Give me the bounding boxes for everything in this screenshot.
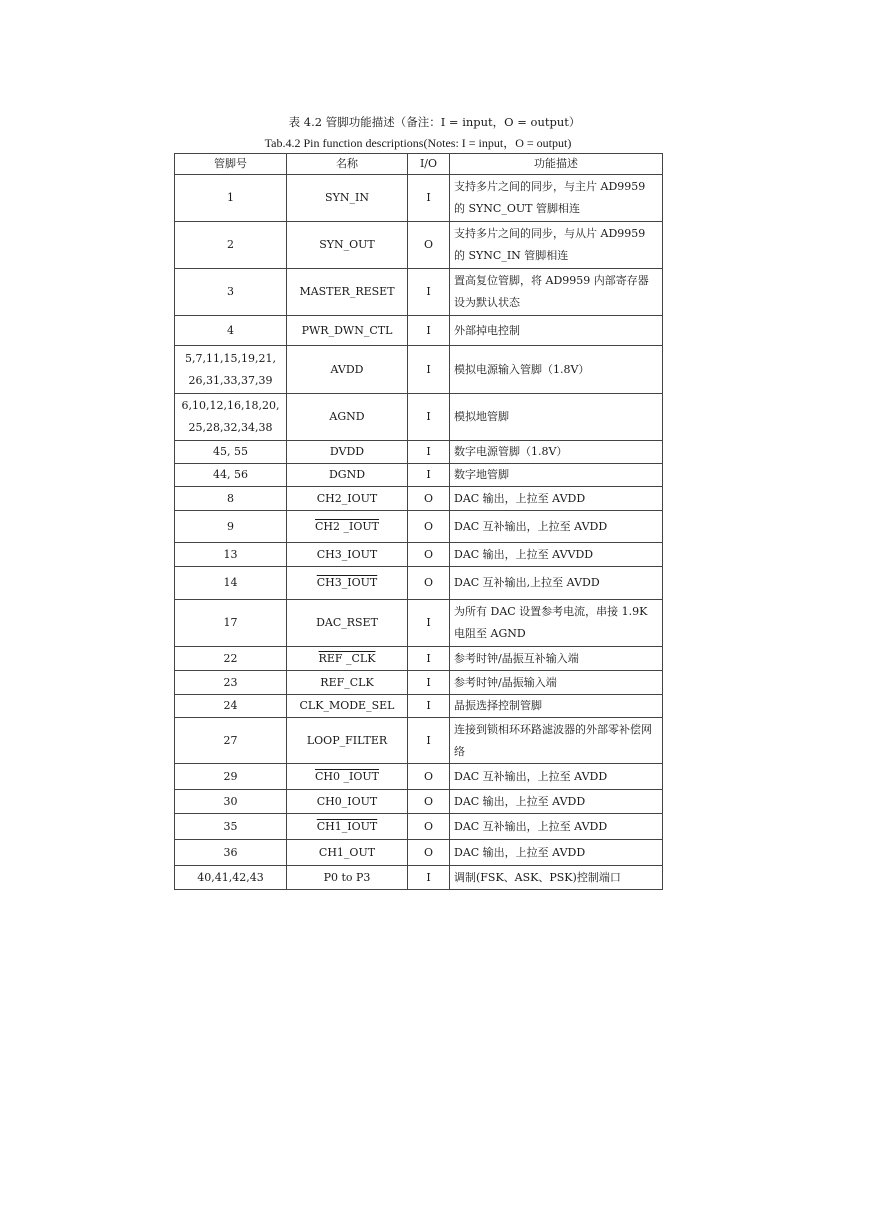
pin-description-cell: 晶振选择控制管脚 xyxy=(450,695,663,718)
pin-io-cell: I xyxy=(408,647,450,671)
pin-number-cell: 14 xyxy=(175,567,287,600)
pin-description-cell: 支持多片之间的同步，与主片 AD9959 的 SYNC_OUT 管脚相连 xyxy=(450,175,663,222)
pin-number-cell: 3 xyxy=(175,269,287,316)
pin-io-cell: I xyxy=(408,269,450,316)
pin-description-cell: 支持多片之间的同步，与从片 AD9959 的 SYNC_IN 管脚相连 xyxy=(450,222,663,269)
table-header-row xyxy=(175,154,663,175)
pin-number-cell: 13 xyxy=(175,543,287,567)
pin-number-cell: 29 xyxy=(175,764,287,790)
pin-name-cell: SYN_OUT xyxy=(287,222,408,269)
pin-io-cell: O xyxy=(408,567,450,600)
pin-number-cell: 1 xyxy=(175,175,287,222)
table-row xyxy=(175,671,663,695)
pin-io-cell: O xyxy=(408,764,450,790)
pin-name-cell: AVDD xyxy=(287,346,408,394)
pin-number-cell: 40,41,42,43 xyxy=(175,866,287,890)
table-caption-english: Tab.4.2 Pin function descriptions(Notes: I = input，O = output) xyxy=(264,136,572,150)
pin-name-cell xyxy=(287,511,408,543)
pin-name-cell: LOOP_FILTER xyxy=(287,718,408,764)
pin-io-cell: O xyxy=(408,487,450,511)
pin-description-cell: 置高复位管脚，将 AD9959 内部寄存器设为默认状态 xyxy=(450,269,663,316)
table-row xyxy=(175,695,663,718)
pin-number-cell: 22 xyxy=(175,647,287,671)
pin-number-cell: 35 xyxy=(175,814,287,840)
pin-description-cell: DAC 互补输出，上拉至 AVDD xyxy=(450,511,663,543)
pin-description-cell: 数字电源管脚（1.8V） xyxy=(450,441,663,464)
pin-description-cell: DAC 互补输出，上拉至 AVDD xyxy=(450,764,663,790)
pin-io-cell: I xyxy=(408,718,450,764)
pin-number-cell: 8 xyxy=(175,487,287,511)
table-row xyxy=(175,814,663,840)
pin-name-cell: DAC_RSET xyxy=(287,600,408,647)
pin-number-cell: 2 xyxy=(175,222,287,269)
pin-io-cell: I xyxy=(408,695,450,718)
pin-name-cell: SYN_IN xyxy=(287,175,408,222)
table-row xyxy=(175,543,663,567)
table-row xyxy=(175,764,663,790)
pin-description-cell: DAC 输出，上拉至 AVDD xyxy=(450,790,663,814)
pin-io-cell: I xyxy=(408,464,450,487)
header-pin-number: 管脚号 xyxy=(175,154,287,175)
pin-name-cell: AGND xyxy=(287,394,408,441)
pin-description-cell: 数字地管脚 xyxy=(450,464,663,487)
table-row xyxy=(175,840,663,866)
pin-description-cell: 参考时钟/晶振输入端 xyxy=(450,671,663,695)
pin-description-cell: 调制(FSK、ASK、PSK)控制端口 xyxy=(450,866,663,890)
pin-description-cell: 模拟地管脚 xyxy=(450,394,663,441)
pin-name-overlined: CH2 _IOUT xyxy=(315,519,379,533)
table-row xyxy=(175,441,663,464)
pin-name-cell: PWR_DWN_CTL xyxy=(287,316,408,346)
pin-name-cell: DGND xyxy=(287,464,408,487)
pin-name-cell: P0 to P3 xyxy=(287,866,408,890)
table-row xyxy=(175,511,663,543)
pin-name-cell: MASTER_RESET xyxy=(287,269,408,316)
pin-description-cell: 连接到锁相环环路滤波器的外部零补偿网络 xyxy=(450,718,663,764)
table-row xyxy=(175,487,663,511)
table-row xyxy=(175,222,663,269)
header-io: I/O xyxy=(408,154,450,175)
pin-io-cell: O xyxy=(408,222,450,269)
pin-number-cell: 30 xyxy=(175,790,287,814)
pin-name-overlined: CH0 _IOUT xyxy=(315,769,379,783)
pin-io-cell: I xyxy=(408,671,450,695)
pin-name-cell: CH3_IOUT xyxy=(287,543,408,567)
pin-number-cell: 4 xyxy=(175,316,287,346)
pin-description-cell: 模拟电源输入管脚（1.8V） xyxy=(450,346,663,394)
pin-name-cell: CH0_IOUT xyxy=(287,790,408,814)
pin-io-cell: O xyxy=(408,790,450,814)
table-row xyxy=(175,790,663,814)
pin-io-cell: I xyxy=(408,175,450,222)
pin-description-cell: 外部掉电控制 xyxy=(450,316,663,346)
pin-name-cell xyxy=(287,567,408,600)
pin-description-cell: 为所有 DAC 设置参考电流，串接 1.9K 电阻至 AGND xyxy=(450,600,663,647)
pin-name-cell: CH1_OUT xyxy=(287,840,408,866)
pin-name-overlined: CH3_IOUT xyxy=(316,576,378,589)
table-row xyxy=(175,718,663,764)
pin-number-cell: 5,7,11,15,19,21, 26,31,33,37,39 xyxy=(175,346,287,394)
table-row xyxy=(175,394,663,441)
pin-description-cell: 参考时钟/晶振互补输入端 xyxy=(450,647,663,671)
pin-number-cell: 36 xyxy=(175,840,287,866)
table-row xyxy=(175,346,663,394)
pin-description-cell: DAC 输出，上拉至 AVDD xyxy=(450,487,663,511)
pin-name-cell xyxy=(287,814,408,840)
table-row xyxy=(175,600,663,647)
pin-description-cell: DAC 输出，上拉至 AVDD xyxy=(450,840,663,866)
pin-io-cell: I xyxy=(408,866,450,890)
pin-name-cell: REF_CLK xyxy=(287,671,408,695)
pin-number-cell: 9 xyxy=(175,511,287,543)
pin-io-cell: I xyxy=(408,441,450,464)
pin-number-cell: 45, 55 xyxy=(175,441,287,464)
header-description: 功能描述 xyxy=(450,154,663,175)
table-row xyxy=(175,269,663,316)
table-row xyxy=(175,316,663,346)
pin-name-overlined: REF _CLK xyxy=(318,651,376,665)
pin-io-cell: O xyxy=(408,543,450,567)
pin-io-cell: I xyxy=(408,316,450,346)
pin-io-cell: O xyxy=(408,840,450,866)
pin-description-cell: DAC 互补输出,上拉至 AVDD xyxy=(450,567,663,600)
pin-number-cell: 24 xyxy=(175,695,287,718)
pin-name-overlined: CH1_IOUT xyxy=(316,819,378,833)
pin-description-cell: DAC 输出，上拉至 AVVDD xyxy=(450,543,663,567)
pin-number-cell: 6,10,12,16,18,20, 25,28,32,34,38 xyxy=(175,394,287,441)
table-caption-chinese: 表 4.2 管脚功能描述（备注：I = input，O = output） xyxy=(288,115,581,129)
pin-io-cell: I xyxy=(408,600,450,647)
pin-name-cell: CLK_MODE_SEL xyxy=(287,695,408,718)
pin-number-cell: 23 xyxy=(175,671,287,695)
pin-name-cell xyxy=(287,647,408,671)
pin-function-table xyxy=(174,153,663,890)
table-row xyxy=(175,647,663,671)
pin-name-cell xyxy=(287,764,408,790)
table-row xyxy=(175,866,663,890)
pin-name-cell: CH2_IOUT xyxy=(287,487,408,511)
table-row xyxy=(175,567,663,600)
pin-number-cell: 17 xyxy=(175,600,287,647)
table-row xyxy=(175,175,663,222)
pin-io-cell: I xyxy=(408,394,450,441)
pin-io-cell: O xyxy=(408,511,450,543)
header-name: 名称 xyxy=(287,154,408,175)
pin-io-cell: I xyxy=(408,346,450,394)
pin-number-cell: 27 xyxy=(175,718,287,764)
pin-io-cell: O xyxy=(408,814,450,840)
pin-number-cell: 44, 56 xyxy=(175,464,287,487)
table-row xyxy=(175,464,663,487)
pin-description-cell: DAC 互补输出，上拉至 AVDD xyxy=(450,814,663,840)
pin-name-cell: DVDD xyxy=(287,441,408,464)
